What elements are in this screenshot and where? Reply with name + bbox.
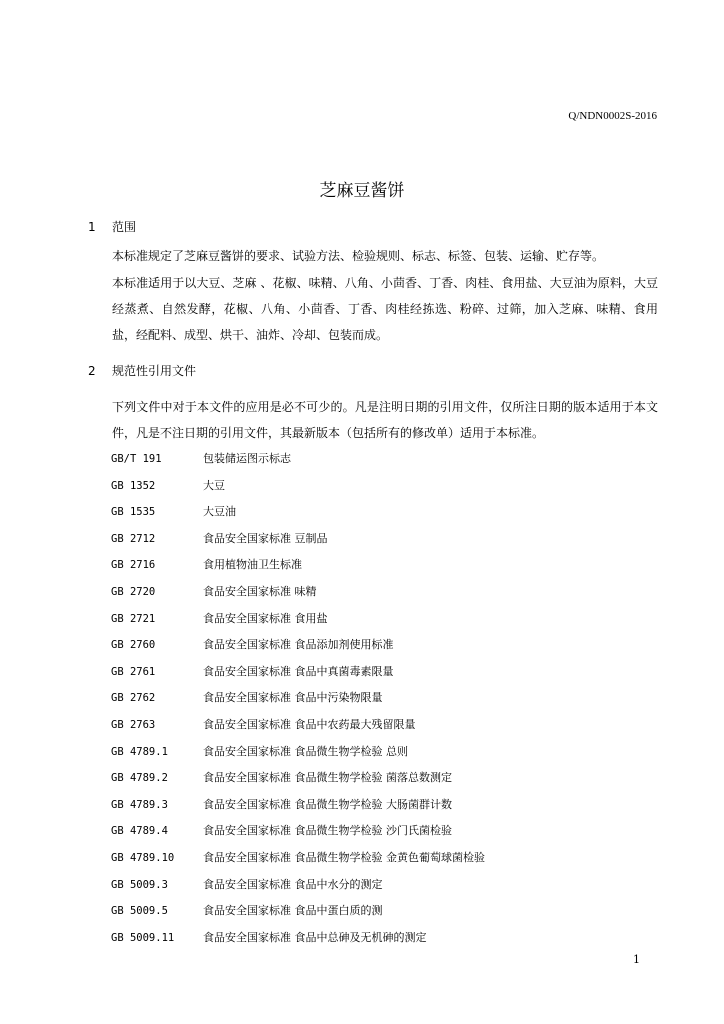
reference-title: 包装储运图示标志: [203, 452, 291, 465]
reference-code: GB 4789.3: [111, 798, 168, 811]
section-1-para-1-text: 本标准规定了芝麻豆酱饼的要求、试验方法、检验规则、标志、标签、包装、运输、贮存等。: [112, 249, 605, 263]
reference-title: 食品安全国家标准 食品微生物学检验 总则: [203, 744, 408, 758]
section-1-title: 范围: [112, 220, 137, 234]
section-1-heading: [88, 218, 136, 235]
reference-title: 食品安全国家标准 食品中真菌毒素限量: [203, 664, 394, 678]
reference-title: 食品安全国家标准 味精: [203, 584, 317, 598]
reference-item: [111, 929, 485, 956]
reference-item: [111, 530, 485, 557]
document-title: 芝麻豆酱饼: [319, 181, 405, 201]
document-code: Q/NDN0002S-2016: [568, 110, 657, 122]
reference-code: GB 2762: [111, 692, 156, 705]
reference-code: GB 2716: [111, 559, 156, 572]
reference-item: [111, 663, 485, 690]
reference-item: [111, 902, 485, 929]
section-1-para-2-text: 本标准适用于以大豆、芝麻 、花椒、味精、八角、小茴香、丁香、肉桂、食用盐、大豆油为原料，大豆经蒸煮、自然发酵，花椒、八角、小茴香、丁香、肉桂经拣选、粉碎、过筛，加入芝麻、味精、食用盐，经配料、成型、烘干、油炸、冷却、包装而成。: [112, 276, 658, 342]
reference-code: GB 2760: [111, 639, 156, 652]
reference-item: [111, 450, 485, 477]
reference-title: 食品安全国家标准 食品中污染物限量: [203, 691, 383, 705]
reference-item: [111, 796, 485, 823]
reference-item: [111, 477, 485, 504]
reference-item: [111, 503, 485, 530]
page-number: 1: [633, 953, 640, 966]
reference-code: GB 4789.10: [111, 851, 175, 864]
reference-title: 食品安全国家标准 食用盐: [203, 611, 328, 625]
reference-item: [111, 689, 485, 716]
reference-item: [111, 769, 485, 796]
reference-item: [111, 610, 485, 637]
reference-title: 食用植物油卫生标准: [203, 558, 302, 572]
section-2-title: 规范性引用文件: [112, 364, 197, 378]
reference-title: 食品安全国家标准 食品微生物学检验 大肠菌群计数: [203, 797, 452, 811]
reference-code: GB 4789.4: [111, 825, 168, 838]
reference-title: 大豆: [203, 478, 225, 492]
reference-item: [111, 849, 485, 876]
section-2-heading: [88, 362, 196, 379]
reference-title: 食品安全国家标准 食品中农药最大残留限量: [203, 717, 416, 731]
reference-item: [111, 583, 485, 610]
reference-title: 食品安全国家标准 食品微生物学检验 菌落总数测定: [203, 771, 452, 785]
reference-code: GB 2721: [111, 612, 156, 625]
reference-item: [111, 716, 485, 743]
reference-title: 食品安全国家标准 食品微生物学检验 沙门氏菌检验: [203, 824, 452, 838]
reference-code: GB 4789.1: [111, 745, 168, 758]
reference-list: [111, 450, 485, 955]
reference-item: [111, 822, 485, 849]
reference-title: 食品安全国家标准 食品中蛋白质的测: [203, 904, 383, 918]
reference-title: 食品安全国家标准 食品添加剂使用标准: [203, 638, 394, 652]
reference-item: [111, 743, 485, 770]
reference-code: GB 1535: [111, 506, 156, 519]
reference-code: GB 5009.3: [111, 878, 168, 891]
reference-code: GB/T 191: [111, 453, 162, 465]
reference-item: [111, 556, 485, 583]
reference-title: 食品安全国家标准 食品中总砷及无机砷的测定: [203, 930, 427, 944]
reference-code: GB 2761: [111, 665, 156, 678]
reference-title: 大豆油: [203, 505, 236, 519]
reference-code: GB 1352: [111, 479, 156, 492]
reference-title: 食品安全国家标准 食品微生物学检验 金黄色葡萄球菌检验: [203, 850, 485, 864]
section-2-paragraph: [88, 394, 658, 446]
reference-code: GB 5009.5: [111, 905, 168, 918]
reference-item: [111, 636, 485, 663]
reference-code: GB 5009.11: [111, 931, 175, 944]
section-2-number: 2: [88, 364, 96, 378]
reference-title: 食品安全国家标准 豆制品: [203, 531, 328, 545]
reference-title: 食品安全国家标准 食品中水分的测定: [203, 877, 383, 891]
reference-item: [111, 876, 485, 903]
reference-code: GB 2763: [111, 718, 156, 731]
reference-code: GB 2720: [111, 585, 156, 598]
reference-code: GB 2712: [111, 532, 156, 545]
section-1-paragraph-2: [88, 270, 658, 348]
section-1-number: 1: [88, 220, 96, 234]
section-2-para-text: 下列文件中对于本文件的应用是必不可少的。凡是注明日期的引用文件，仅所注日期的版本适用于本文件，凡是不注日期的引用文件，其最新版本（包括所有的修改单）适用于本标准。: [112, 400, 658, 440]
section-1-paragraph-1: [88, 243, 658, 269]
reference-code: GB 4789.2: [111, 772, 168, 785]
